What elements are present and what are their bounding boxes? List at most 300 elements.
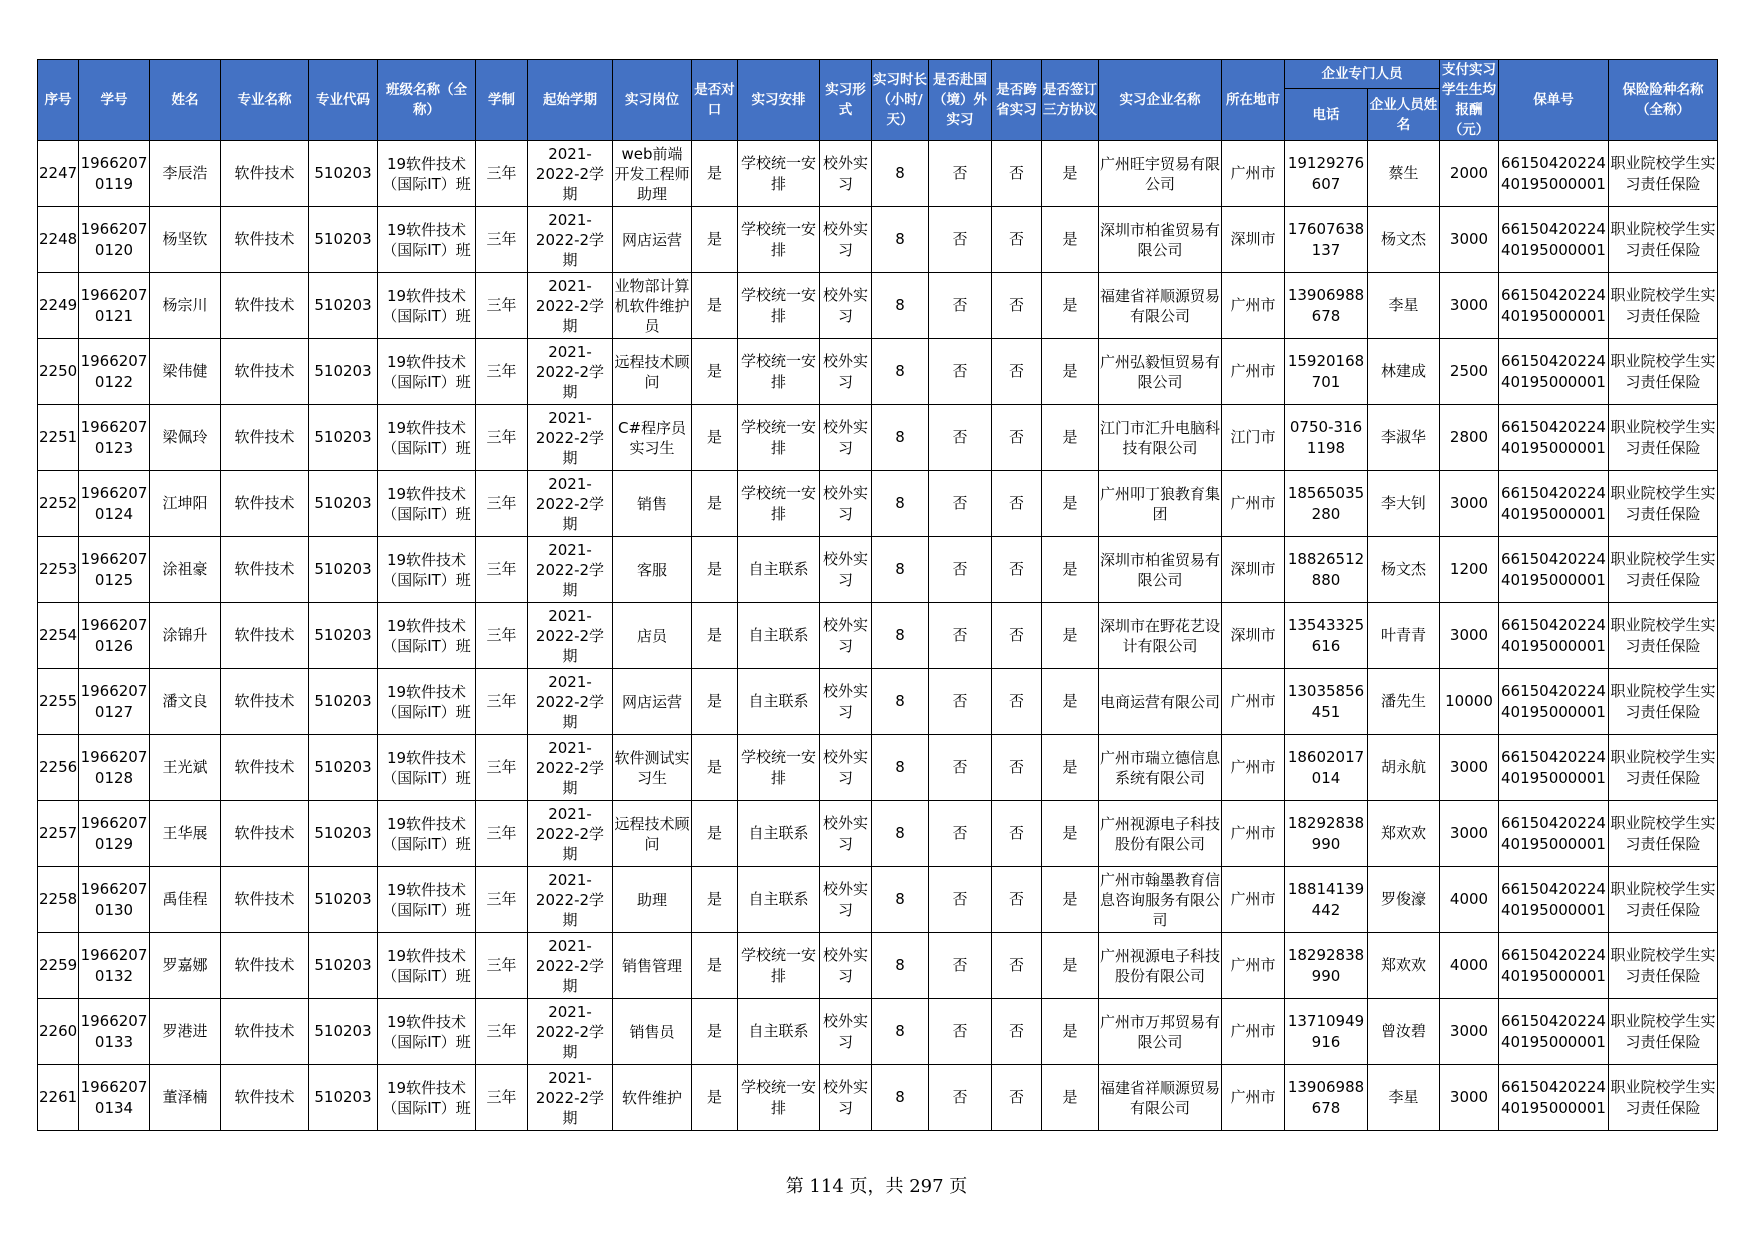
header-position: 实习岗位 <box>613 60 692 141</box>
arrangement-cell: 学校统一安排 <box>738 471 820 537</box>
cross-province-cell: 否 <box>992 207 1042 273</box>
phone-cell: 18565035280 <box>1285 471 1368 537</box>
tripartite-cell: 是 <box>1042 603 1099 669</box>
matched-cell: 是 <box>692 801 738 867</box>
seq-cell: 2256 <box>38 735 79 801</box>
start-term-cell: 2021-2022-2学期 <box>528 273 613 339</box>
form-cell: 校外实习 <box>820 141 872 207</box>
company-cell: 深圳市柏雀贸易有限公司 <box>1099 537 1222 603</box>
table-row <box>38 537 1718 603</box>
hours-cell: 8 <box>872 405 929 471</box>
hours-cell: 8 <box>872 1065 929 1131</box>
position-cell: 销售管理 <box>613 933 692 999</box>
major-code-cell: 510203 <box>309 735 378 801</box>
insurance-cell: 职业院校学生实习责任保险 <box>1609 405 1718 471</box>
tripartite-cell: 是 <box>1042 999 1099 1065</box>
table-row <box>38 273 1718 339</box>
table-row <box>38 339 1718 405</box>
seq-cell: 2253 <box>38 537 79 603</box>
contact-name-cell: 林建成 <box>1368 339 1440 405</box>
hours-cell: 8 <box>872 273 929 339</box>
pay-cell: 4000 <box>1440 867 1499 933</box>
position-cell: 助理 <box>613 867 692 933</box>
abroad-cell: 否 <box>929 339 992 405</box>
insurance-cell: 职业院校学生实习责任保险 <box>1609 867 1718 933</box>
phone-cell: 18814139442 <box>1285 867 1368 933</box>
table-row <box>38 801 1718 867</box>
form-cell: 校外实习 <box>820 933 872 999</box>
class-name-cell: 19软件技术（国际IT）班 <box>378 339 476 405</box>
header-insurance: 保险险种名称（全称） <box>1609 60 1718 141</box>
pay-cell: 4000 <box>1440 933 1499 999</box>
major-name-cell: 软件技术 <box>221 933 309 999</box>
pay-cell: 3000 <box>1440 603 1499 669</box>
class-name-cell: 19软件技术（国际IT）班 <box>378 141 476 207</box>
cross-province-cell: 否 <box>992 801 1042 867</box>
class-name-cell: 19软件技术（国际IT）班 <box>378 471 476 537</box>
student-id-cell: 19662070124 <box>79 471 150 537</box>
table-row <box>38 405 1718 471</box>
policy-no-cell: 6615042022440195000001 <box>1499 273 1609 339</box>
start-term-cell: 2021-2022-2学期 <box>528 735 613 801</box>
matched-cell: 是 <box>692 933 738 999</box>
tripartite-cell: 是 <box>1042 207 1099 273</box>
position-cell: 网店运营 <box>613 207 692 273</box>
form-cell: 校外实习 <box>820 801 872 867</box>
student-id-cell: 19662070126 <box>79 603 150 669</box>
name-cell: 涂祖豪 <box>150 537 221 603</box>
table-row <box>38 669 1718 735</box>
policy-no-cell: 6615042022440195000001 <box>1499 933 1609 999</box>
name-cell: 杨坚钦 <box>150 207 221 273</box>
arrangement-cell: 学校统一安排 <box>738 207 820 273</box>
table-body <box>38 141 1718 1131</box>
form-cell: 校外实习 <box>820 999 872 1065</box>
duration-cell: 三年 <box>476 141 528 207</box>
pay-cell: 10000 <box>1440 669 1499 735</box>
abroad-cell: 否 <box>929 999 992 1065</box>
table-row <box>38 999 1718 1065</box>
form-cell: 校外实习 <box>820 273 872 339</box>
header-seq: 序号 <box>38 60 79 141</box>
duration-cell: 三年 <box>476 603 528 669</box>
city-cell: 广州市 <box>1222 735 1285 801</box>
major-name-cell: 软件技术 <box>221 537 309 603</box>
header-duration: 学制 <box>476 60 528 141</box>
company-cell: 广州旺宇贸易有限公司 <box>1099 141 1222 207</box>
contact-name-cell: 曾汝碧 <box>1368 999 1440 1065</box>
arrangement-cell: 学校统一安排 <box>738 405 820 471</box>
header-major-name: 专业名称 <box>221 60 309 141</box>
major-name-cell: 软件技术 <box>221 1065 309 1131</box>
arrangement-cell: 自主联系 <box>738 801 820 867</box>
seq-cell: 2257 <box>38 801 79 867</box>
abroad-cell: 否 <box>929 933 992 999</box>
policy-no-cell: 6615042022440195000001 <box>1499 405 1609 471</box>
major-name-cell: 软件技术 <box>221 339 309 405</box>
policy-no-cell: 6615042022440195000001 <box>1499 207 1609 273</box>
arrangement-cell: 学校统一安排 <box>738 141 820 207</box>
name-cell: 梁佩玲 <box>150 405 221 471</box>
phone-cell: 13035856451 <box>1285 669 1368 735</box>
student-id-cell: 19662070133 <box>79 999 150 1065</box>
major-code-cell: 510203 <box>309 801 378 867</box>
class-name-cell: 19软件技术（国际IT）班 <box>378 735 476 801</box>
matched-cell: 是 <box>692 537 738 603</box>
header-cross-province: 是否跨省实习 <box>992 60 1042 141</box>
duration-cell: 三年 <box>476 801 528 867</box>
form-cell: 校外实习 <box>820 405 872 471</box>
start-term-cell: 2021-2022-2学期 <box>528 1065 613 1131</box>
start-term-cell: 2021-2022-2学期 <box>528 141 613 207</box>
name-cell: 禹佳程 <box>150 867 221 933</box>
position-cell: 远程技术顾问 <box>613 339 692 405</box>
table-row <box>38 867 1718 933</box>
hours-cell: 8 <box>872 867 929 933</box>
form-cell: 校外实习 <box>820 471 872 537</box>
header-abroad: 是否赴国（境）外实习 <box>929 60 992 141</box>
header-city: 所在地市 <box>1222 60 1285 141</box>
major-code-cell: 510203 <box>309 207 378 273</box>
header-arrangement: 实习安排 <box>738 60 820 141</box>
pay-cell: 3000 <box>1440 735 1499 801</box>
tripartite-cell: 是 <box>1042 735 1099 801</box>
name-cell: 梁伟健 <box>150 339 221 405</box>
company-cell: 广州视源电子科技股份有限公司 <box>1099 801 1222 867</box>
student-id-cell: 19662070130 <box>79 867 150 933</box>
insurance-cell: 职业院校学生实习责任保险 <box>1609 141 1718 207</box>
city-cell: 广州市 <box>1222 141 1285 207</box>
hours-cell: 8 <box>872 603 929 669</box>
seq-cell: 2259 <box>38 933 79 999</box>
policy-no-cell: 6615042022440195000001 <box>1499 999 1609 1065</box>
table-row <box>38 933 1718 999</box>
major-code-cell: 510203 <box>309 1065 378 1131</box>
matched-cell: 是 <box>692 1065 738 1131</box>
student-id-cell: 19662070134 <box>79 1065 150 1131</box>
duration-cell: 三年 <box>476 1065 528 1131</box>
hours-cell: 8 <box>872 537 929 603</box>
position-cell: 销售员 <box>613 999 692 1065</box>
pay-cell: 3000 <box>1440 471 1499 537</box>
city-cell: 广州市 <box>1222 669 1285 735</box>
policy-no-cell: 6615042022440195000001 <box>1499 339 1609 405</box>
major-code-cell: 510203 <box>309 537 378 603</box>
cross-province-cell: 否 <box>992 669 1042 735</box>
policy-no-cell: 6615042022440195000001 <box>1499 141 1609 207</box>
city-cell: 深圳市 <box>1222 207 1285 273</box>
student-id-cell: 19662070123 <box>79 405 150 471</box>
hours-cell: 8 <box>872 801 929 867</box>
abroad-cell: 否 <box>929 669 992 735</box>
seq-cell: 2260 <box>38 999 79 1065</box>
insurance-cell: 职业院校学生实习责任保险 <box>1609 999 1718 1065</box>
cross-province-cell: 否 <box>992 867 1042 933</box>
policy-no-cell: 6615042022440195000001 <box>1499 603 1609 669</box>
pay-cell: 3000 <box>1440 207 1499 273</box>
arrangement-cell: 自主联系 <box>738 537 820 603</box>
pay-cell: 3000 <box>1440 801 1499 867</box>
start-term-cell: 2021-2022-2学期 <box>528 339 613 405</box>
abroad-cell: 否 <box>929 141 992 207</box>
cross-province-cell: 否 <box>992 1065 1042 1131</box>
form-cell: 校外实习 <box>820 603 872 669</box>
seq-cell: 2252 <box>38 471 79 537</box>
matched-cell: 是 <box>692 735 738 801</box>
header-major-code: 专业代码 <box>309 60 378 141</box>
name-cell: 涂锦升 <box>150 603 221 669</box>
position-cell: web前端开发工程师助理 <box>613 141 692 207</box>
cross-province-cell: 否 <box>992 735 1042 801</box>
city-cell: 江门市 <box>1222 405 1285 471</box>
header-tripartite: 是否签订三方协议 <box>1042 60 1099 141</box>
company-cell: 电商运营有限公司 <box>1099 669 1222 735</box>
internship-table <box>37 59 1718 1131</box>
contact-name-cell: 蔡生 <box>1368 141 1440 207</box>
major-name-cell: 软件技术 <box>221 273 309 339</box>
hours-cell: 8 <box>872 471 929 537</box>
class-name-cell: 19软件技术（国际IT）班 <box>378 1065 476 1131</box>
policy-no-cell: 6615042022440195000001 <box>1499 801 1609 867</box>
insurance-cell: 职业院校学生实习责任保险 <box>1609 471 1718 537</box>
student-id-cell: 19662070119 <box>79 141 150 207</box>
form-cell: 校外实习 <box>820 735 872 801</box>
form-cell: 校外实习 <box>820 1065 872 1131</box>
name-cell: 王光斌 <box>150 735 221 801</box>
abroad-cell: 否 <box>929 405 992 471</box>
student-id-cell: 19662070132 <box>79 933 150 999</box>
cross-province-cell: 否 <box>992 537 1042 603</box>
insurance-cell: 职业院校学生实习责任保险 <box>1609 273 1718 339</box>
contact-name-cell: 杨文杰 <box>1368 207 1440 273</box>
city-cell: 广州市 <box>1222 339 1285 405</box>
contact-name-cell: 潘先生 <box>1368 669 1440 735</box>
duration-cell: 三年 <box>476 933 528 999</box>
major-name-cell: 软件技术 <box>221 471 309 537</box>
class-name-cell: 19软件技术（国际IT）班 <box>378 537 476 603</box>
header-hours: 实习时长（小时/天） <box>872 60 929 141</box>
major-code-cell: 510203 <box>309 405 378 471</box>
insurance-cell: 职业院校学生实习责任保险 <box>1609 801 1718 867</box>
pay-cell: 3000 <box>1440 1065 1499 1131</box>
major-name-cell: 软件技术 <box>221 405 309 471</box>
table-row <box>38 603 1718 669</box>
table-row <box>38 1065 1718 1131</box>
major-code-cell: 510203 <box>309 867 378 933</box>
contact-name-cell: 李星 <box>1368 273 1440 339</box>
form-cell: 校外实习 <box>820 537 872 603</box>
cross-province-cell: 否 <box>992 339 1042 405</box>
class-name-cell: 19软件技术（国际IT）班 <box>378 867 476 933</box>
position-cell: 客服 <box>613 537 692 603</box>
arrangement-cell: 自主联系 <box>738 603 820 669</box>
matched-cell: 是 <box>692 405 738 471</box>
tripartite-cell: 是 <box>1042 669 1099 735</box>
header-student-id: 学号 <box>79 60 150 141</box>
phone-cell: 0750-3161198 <box>1285 405 1368 471</box>
company-cell: 广州叩丁狼教育集团 <box>1099 471 1222 537</box>
name-cell: 王华展 <box>150 801 221 867</box>
name-cell: 董泽楠 <box>150 1065 221 1131</box>
seq-cell: 2251 <box>38 405 79 471</box>
duration-cell: 三年 <box>476 339 528 405</box>
policy-no-cell: 6615042022440195000001 <box>1499 669 1609 735</box>
major-name-cell: 软件技术 <box>221 801 309 867</box>
start-term-cell: 2021-2022-2学期 <box>528 867 613 933</box>
cross-province-cell: 否 <box>992 141 1042 207</box>
hours-cell: 8 <box>872 669 929 735</box>
company-cell: 江门市汇升电脑科技有限公司 <box>1099 405 1222 471</box>
insurance-cell: 职业院校学生实习责任保险 <box>1609 339 1718 405</box>
table-row <box>38 735 1718 801</box>
tripartite-cell: 是 <box>1042 471 1099 537</box>
contact-name-cell: 胡永航 <box>1368 735 1440 801</box>
position-cell: 业物部计算机软件维护员 <box>613 273 692 339</box>
position-cell: 远程技术顾问 <box>613 801 692 867</box>
company-cell: 广州市万邦贸易有限公司 <box>1099 999 1222 1065</box>
seq-cell: 2261 <box>38 1065 79 1131</box>
contact-name-cell: 李星 <box>1368 1065 1440 1131</box>
contact-name-cell: 李淑华 <box>1368 405 1440 471</box>
major-code-cell: 510203 <box>309 273 378 339</box>
start-term-cell: 2021-2022-2学期 <box>528 537 613 603</box>
start-term-cell: 2021-2022-2学期 <box>528 933 613 999</box>
header-phone: 电话 <box>1285 89 1368 141</box>
class-name-cell: 19软件技术（国际IT）班 <box>378 933 476 999</box>
name-cell: 潘文良 <box>150 669 221 735</box>
header-form: 实习形式 <box>820 60 872 141</box>
start-term-cell: 2021-2022-2学期 <box>528 801 613 867</box>
major-code-cell: 510203 <box>309 471 378 537</box>
insurance-cell: 职业院校学生实习责任保险 <box>1609 537 1718 603</box>
name-cell: 江坤阳 <box>150 471 221 537</box>
major-code-cell: 510203 <box>309 603 378 669</box>
insurance-cell: 职业院校学生实习责任保险 <box>1609 1065 1718 1131</box>
tripartite-cell: 是 <box>1042 933 1099 999</box>
arrangement-cell: 学校统一安排 <box>738 273 820 339</box>
duration-cell: 三年 <box>476 471 528 537</box>
cross-province-cell: 否 <box>992 999 1042 1065</box>
arrangement-cell: 学校统一安排 <box>738 339 820 405</box>
abroad-cell: 否 <box>929 537 992 603</box>
duration-cell: 三年 <box>476 207 528 273</box>
position-cell: C#程序员实习生 <box>613 405 692 471</box>
form-cell: 校外实习 <box>820 207 872 273</box>
policy-no-cell: 6615042022440195000001 <box>1499 867 1609 933</box>
header-policy-no: 保单号 <box>1499 60 1609 141</box>
form-cell: 校外实习 <box>820 669 872 735</box>
policy-no-cell: 6615042022440195000001 <box>1499 735 1609 801</box>
phone-cell: 15920168701 <box>1285 339 1368 405</box>
header-company: 实习企业名称 <box>1099 60 1222 141</box>
duration-cell: 三年 <box>476 669 528 735</box>
phone-cell: 13906988678 <box>1285 1065 1368 1131</box>
seq-cell: 2250 <box>38 339 79 405</box>
name-cell: 杨宗川 <box>150 273 221 339</box>
major-name-cell: 软件技术 <box>221 603 309 669</box>
name-cell: 李辰浩 <box>150 141 221 207</box>
phone-cell: 18826512880 <box>1285 537 1368 603</box>
hours-cell: 8 <box>872 339 929 405</box>
tripartite-cell: 是 <box>1042 537 1099 603</box>
abroad-cell: 否 <box>929 735 992 801</box>
arrangement-cell: 自主联系 <box>738 669 820 735</box>
duration-cell: 三年 <box>476 867 528 933</box>
abroad-cell: 否 <box>929 273 992 339</box>
city-cell: 广州市 <box>1222 867 1285 933</box>
header-contact-group: 企业专门人员 <box>1285 60 1440 89</box>
student-id-cell: 19662070125 <box>79 537 150 603</box>
insurance-cell: 职业院校学生实习责任保险 <box>1609 207 1718 273</box>
tripartite-cell: 是 <box>1042 867 1099 933</box>
matched-cell: 是 <box>692 339 738 405</box>
contact-name-cell: 郑欢欢 <box>1368 933 1440 999</box>
company-cell: 广州视源电子科技股份有限公司 <box>1099 933 1222 999</box>
matched-cell: 是 <box>692 207 738 273</box>
table-row <box>38 207 1718 273</box>
major-name-cell: 软件技术 <box>221 735 309 801</box>
tripartite-cell: 是 <box>1042 1065 1099 1131</box>
class-name-cell: 19软件技术（国际IT）班 <box>378 999 476 1065</box>
position-cell: 销售 <box>613 471 692 537</box>
city-cell: 深圳市 <box>1222 537 1285 603</box>
arrangement-cell: 学校统一安排 <box>738 933 820 999</box>
phone-cell: 18292838990 <box>1285 933 1368 999</box>
header-contact-name: 企业人员姓名 <box>1368 89 1440 141</box>
policy-no-cell: 6615042022440195000001 <box>1499 471 1609 537</box>
pay-cell: 1200 <box>1440 537 1499 603</box>
policy-no-cell: 6615042022440195000001 <box>1499 537 1609 603</box>
major-name-cell: 软件技术 <box>221 669 309 735</box>
abroad-cell: 否 <box>929 603 992 669</box>
city-cell: 广州市 <box>1222 801 1285 867</box>
header-class-name: 班级名称（全称） <box>378 60 476 141</box>
form-cell: 校外实习 <box>820 867 872 933</box>
insurance-cell: 职业院校学生实习责任保险 <box>1609 735 1718 801</box>
duration-cell: 三年 <box>476 999 528 1065</box>
student-id-cell: 19662070121 <box>79 273 150 339</box>
policy-no-cell: 6615042022440195000001 <box>1499 1065 1609 1131</box>
start-term-cell: 2021-2022-2学期 <box>528 207 613 273</box>
insurance-cell: 职业院校学生实习责任保险 <box>1609 603 1718 669</box>
seq-cell: 2248 <box>38 207 79 273</box>
matched-cell: 是 <box>692 141 738 207</box>
contact-name-cell: 罗俊濠 <box>1368 867 1440 933</box>
form-cell: 校外实习 <box>820 339 872 405</box>
pay-cell: 2500 <box>1440 339 1499 405</box>
city-cell: 广州市 <box>1222 999 1285 1065</box>
header-name: 姓名 <box>150 60 221 141</box>
contact-name-cell: 李大钊 <box>1368 471 1440 537</box>
class-name-cell: 19软件技术（国际IT）班 <box>378 207 476 273</box>
class-name-cell: 19软件技术（国际IT）班 <box>378 801 476 867</box>
city-cell: 广州市 <box>1222 273 1285 339</box>
header-pay: 支付实习学生生均报酬（元） <box>1440 60 1499 141</box>
matched-cell: 是 <box>692 273 738 339</box>
arrangement-cell: 自主联系 <box>738 999 820 1065</box>
matched-cell: 是 <box>692 603 738 669</box>
company-cell: 福建省祥顺源贸易有限公司 <box>1099 273 1222 339</box>
cross-province-cell: 否 <box>992 933 1042 999</box>
name-cell: 罗嘉娜 <box>150 933 221 999</box>
duration-cell: 三年 <box>476 273 528 339</box>
major-code-cell: 510203 <box>309 141 378 207</box>
pay-cell: 2800 <box>1440 405 1499 471</box>
name-cell: 罗港进 <box>150 999 221 1065</box>
student-id-cell: 19662070127 <box>79 669 150 735</box>
major-code-cell: 510203 <box>309 933 378 999</box>
abroad-cell: 否 <box>929 1065 992 1131</box>
